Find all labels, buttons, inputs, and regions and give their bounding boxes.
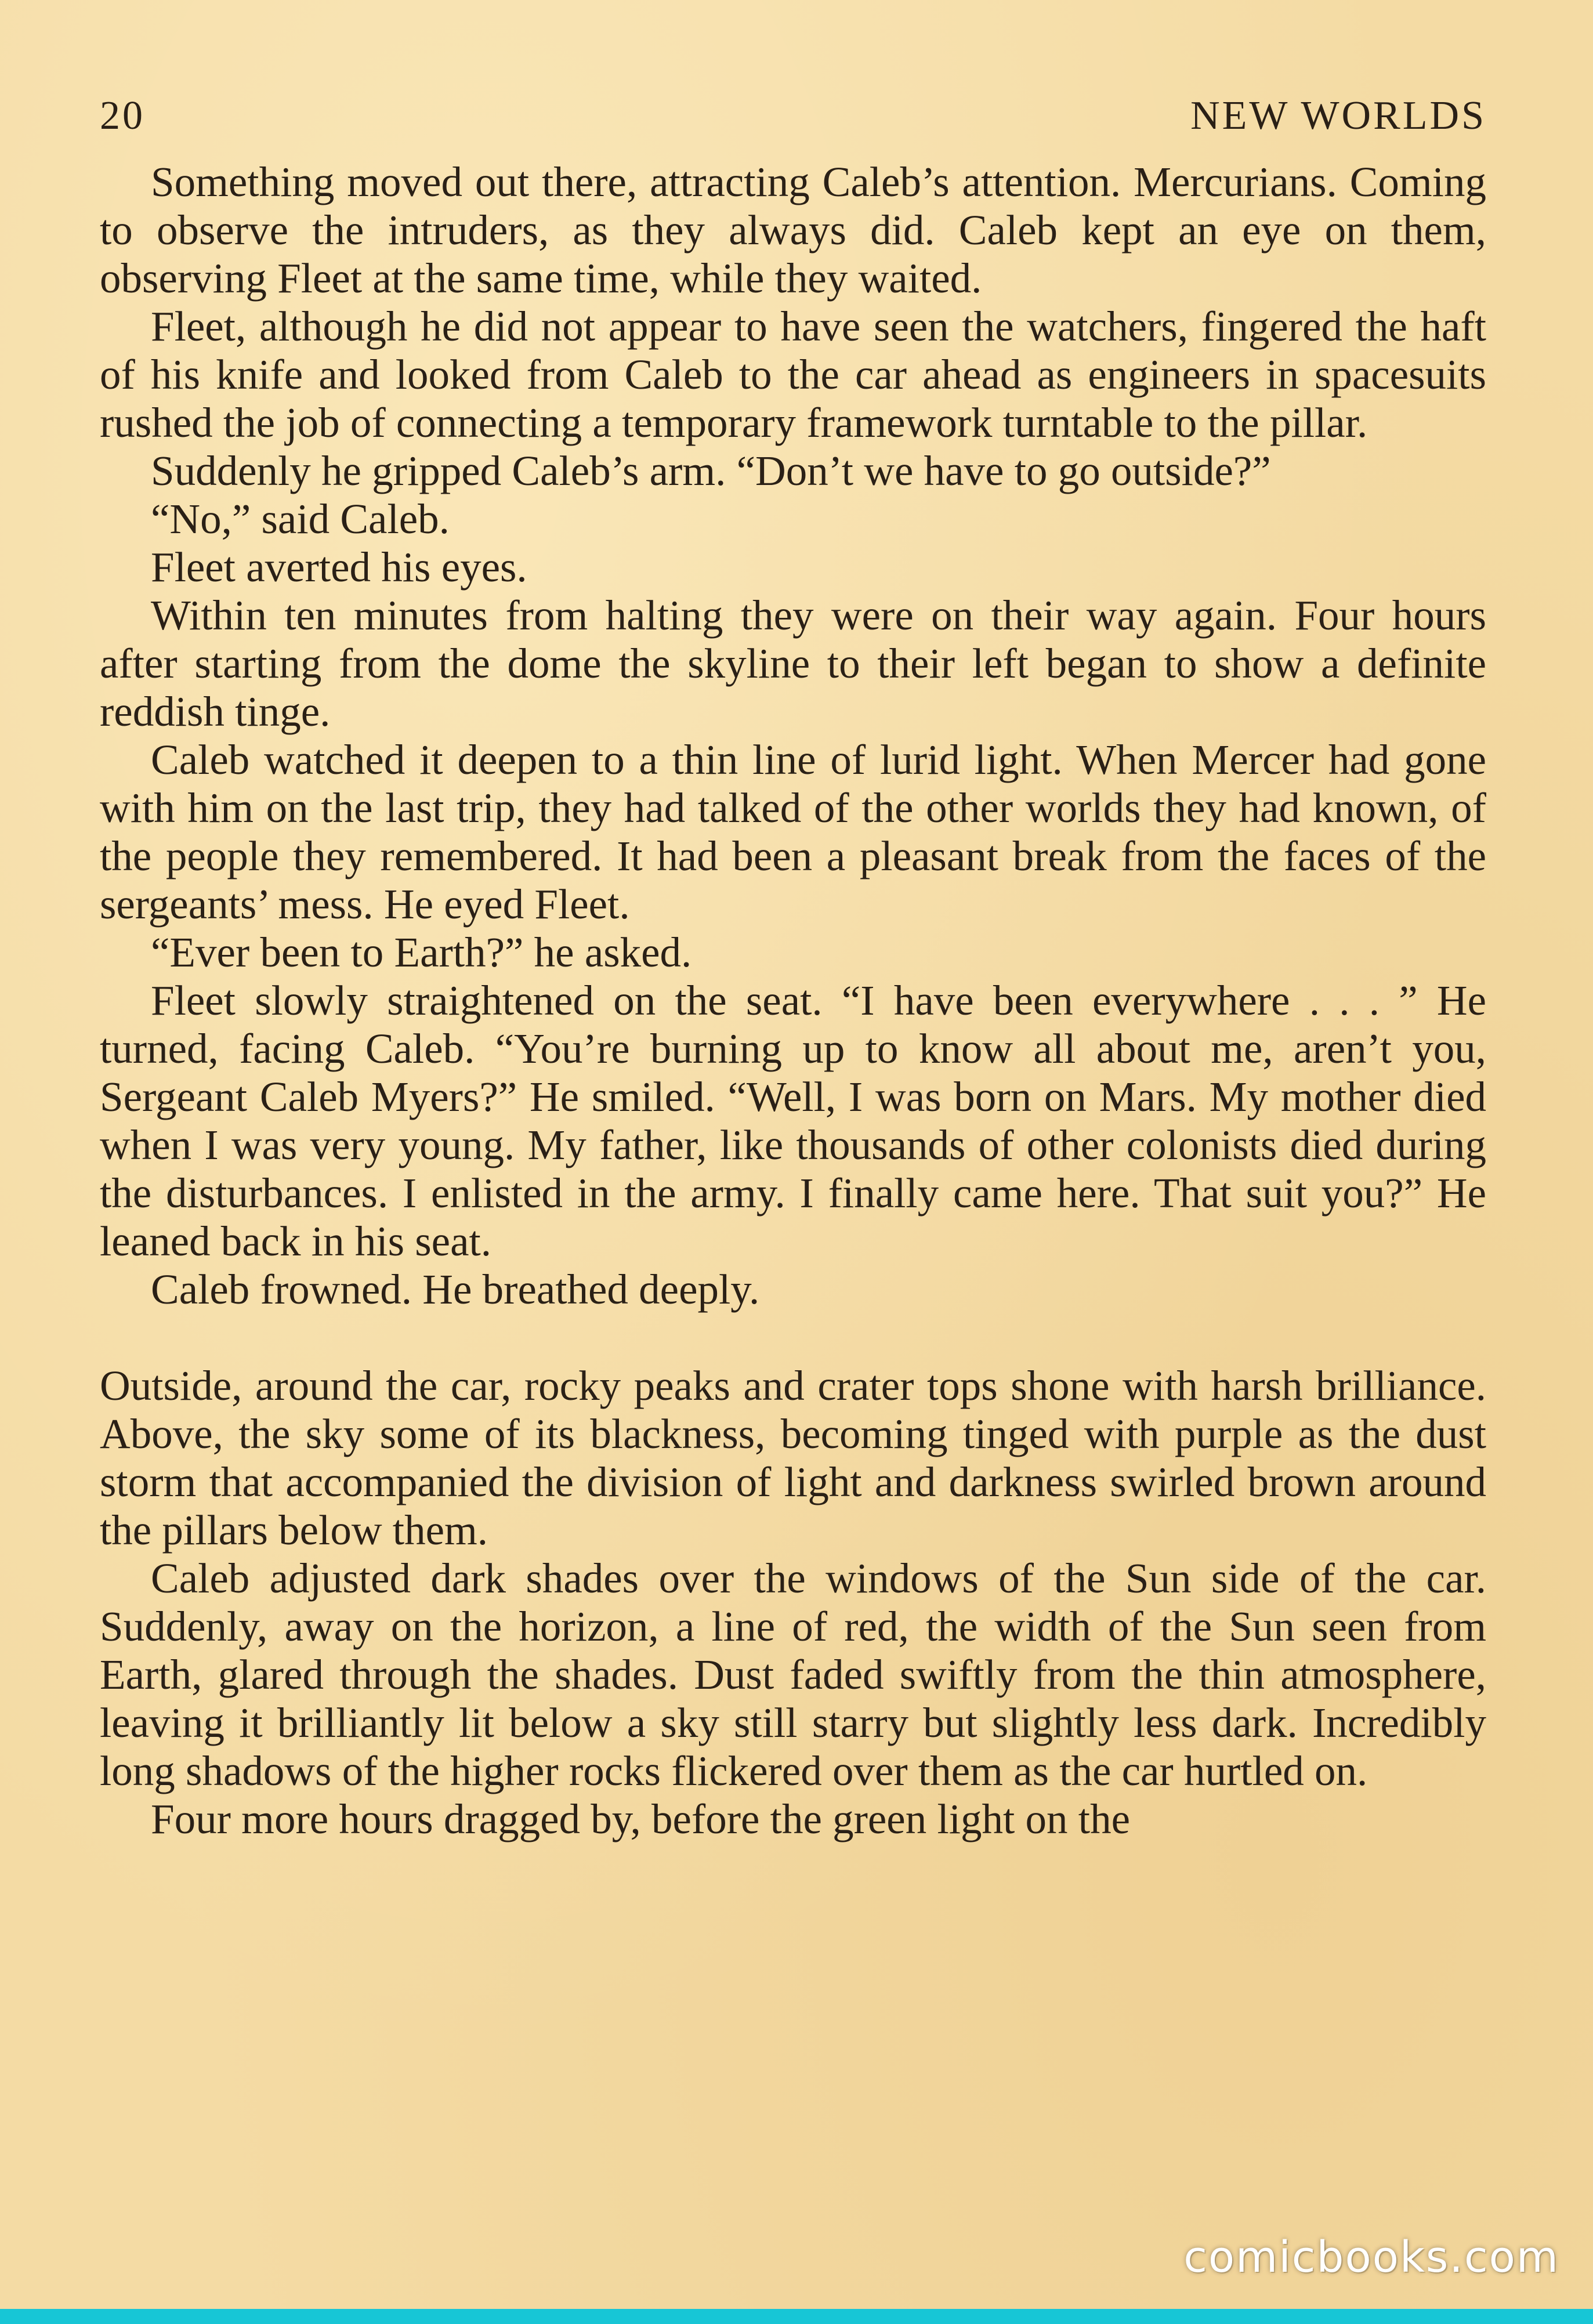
paragraph: “No,” said Caleb.: [151, 495, 450, 542]
running-title: NEW WORLDS: [1190, 93, 1486, 138]
page-number: 20: [100, 93, 145, 138]
section-break: [100, 1313, 1486, 1362]
paragraph: Caleb adjusted dark shades over the windows of the Sun side of the car. Suddenly, away on the horizon, a line of red, the width of the Sun seen from Earth, glared through the shades. Dust faded swiftly from the thin atmosphere, leaving it brilliantly lit below a sky still starry but slightly less dark. Incredibly long shadows of the higher rocks flickered over them as the car hurtled on.: [100, 1555, 1486, 1794]
paragraph: Fleet slowly straightened on the seat. “I have been everywhere . . . ” He turned, facing Caleb. “You’re burning up to know all about me, aren’t you, Sergeant Caleb Myers?” He smiled. “Well, I was born on Mars. My mother died when I was very young. My father, like thousands of other colonists died during the disturbances. I enlisted in the army. I finally came here. That suit you?” He leaned back in his seat.: [100, 977, 1486, 1265]
paragraph: Caleb watched it deepen to a thin line of lurid light. When Mercer had gone with him on the last trip, they had talked of the other worlds they had known, of the people they remembered. It had been a pleasant break from the faces of the sergeants’ mess. He eyed Fleet.: [100, 736, 1486, 928]
site-watermark: comicbooks.com: [1183, 2232, 1559, 2282]
paragraph: “Ever been to Earth?” he asked.: [151, 929, 692, 976]
bottom-accent-bar: [0, 2309, 1593, 2324]
paragraph: Something moved out there, attracting Caleb’s attention. Mercurians. Coming to observe the intruders, as they always did. Caleb kept an eye on them, observing Fleet at the same time, while they waited.: [100, 158, 1486, 302]
body-text: [100, 158, 1486, 1843]
paragraph: Four more hours dragged by, before the green light on the: [151, 1796, 1130, 1842]
paragraph: Caleb frowned. He breathed deeply.: [151, 1266, 760, 1313]
paragraph: Fleet, although he did not appear to have seen the watchers, fingered the haft of his knife and looked from Caleb to the car ahead as engineers in spacesuits rushed the job of connecting a temporary framework turntable to the pillar.: [100, 303, 1486, 446]
paragraph: Suddenly he gripped Caleb’s arm. “Don’t we have to go outside?”: [151, 447, 1271, 494]
paragraph: Outside, around the car, rocky peaks and crater tops shone with harsh brilliance. Above, the sky some of its blackness, becoming tinged with purple as the dust storm that accompanied the division of light and darkness swirled brown around the pillars below them.: [100, 1362, 1486, 1554]
paragraph: Fleet averted his eyes.: [151, 544, 527, 591]
paragraph: Within ten minutes from halting they were on their way again. Four hours after starting from the dome the skyline to their left began to show a definite reddish tinge.: [100, 592, 1486, 735]
page-header: [100, 93, 1486, 145]
